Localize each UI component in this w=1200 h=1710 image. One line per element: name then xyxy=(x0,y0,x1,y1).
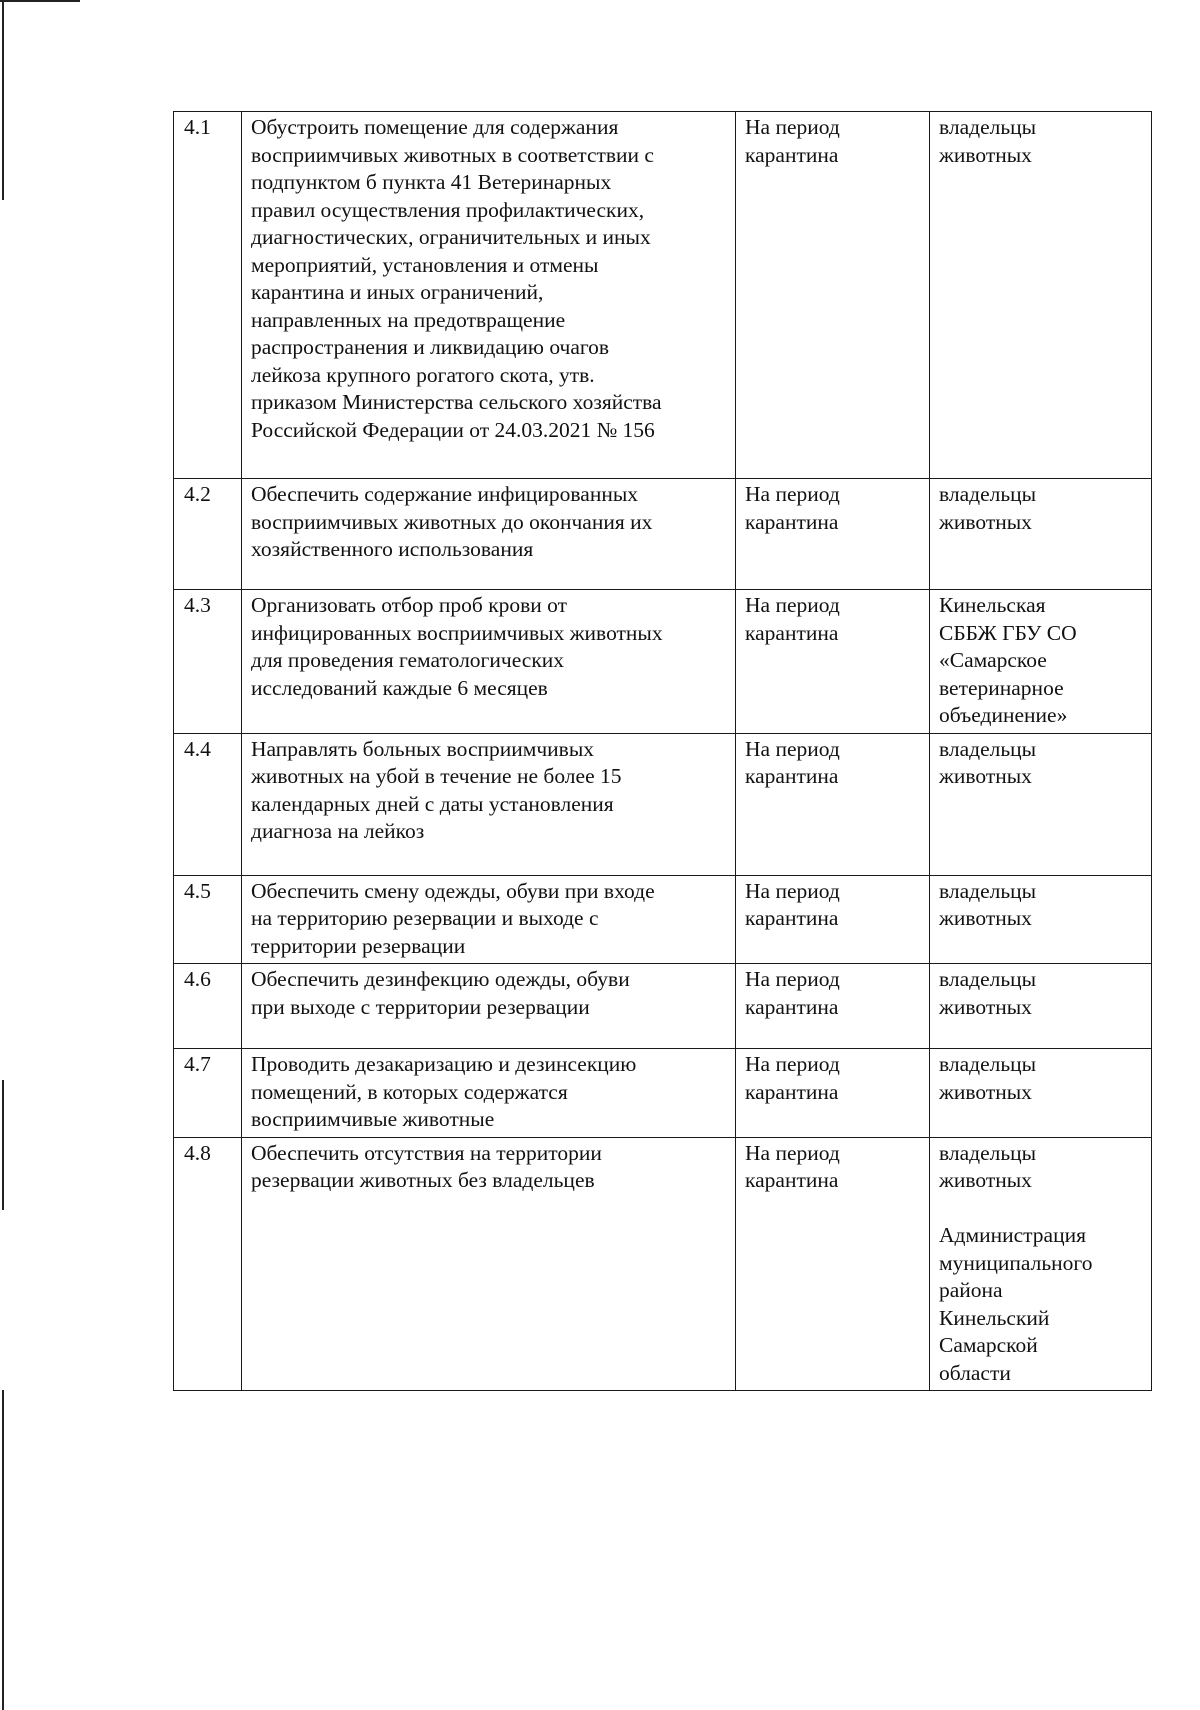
row-number: 4.7 xyxy=(174,1049,242,1138)
row-action: Обустроить помещение для содержания восприимчивых животных в соответствии с подпунктом б пункта 41 Ветеринарных правил осуществления профилактических, диагностических, ограничительных и иных мероприятий, установления и отмены карантина и иных ограничений, направленных на предотвращение распространения и ликвидацию очагов лейкоза крупного рогатого скота, утв. приказом Министерства сельского хозяйства Российской Федерации от 24.03.2021 № 156 xyxy=(242,112,736,479)
row-responsible: владельцы животных xyxy=(930,479,1152,590)
row-responsible: владельцы животных Администрация муниципального района Кинельский Самарской области xyxy=(930,1137,1152,1391)
row-responsible: владельцы животных xyxy=(930,964,1152,1049)
row-responsible-extra: Администрация муниципального района Кинельский Самарской области xyxy=(939,1223,1093,1385)
row-action: Обеспечить отсутствия на территории резервации животных без владельцев xyxy=(242,1137,736,1391)
row-number: 4.1 xyxy=(174,112,242,479)
scan-edge-mark xyxy=(2,1080,4,1210)
scan-edge-mark xyxy=(2,1390,4,1710)
table-row xyxy=(174,479,1152,590)
row-responsible: Кинельская СББЖ ГБУ СО «Самарское ветеринарное объединение» xyxy=(930,590,1152,734)
table-row xyxy=(174,875,1152,964)
row-period: На период карантина xyxy=(736,875,930,964)
row-period: На период карантина xyxy=(736,964,930,1049)
row-number: 4.3 xyxy=(174,590,242,734)
table-row xyxy=(174,733,1152,875)
row-action: Направлять больных восприимчивых животных на убой в течение не более 15 календарных дней с даты установления диагноза на лейкоз xyxy=(242,733,736,875)
row-period: На период карантина xyxy=(736,733,930,875)
row-number: 4.6 xyxy=(174,964,242,1049)
table-row xyxy=(174,964,1152,1049)
scan-edge-mark xyxy=(0,0,80,2)
row-responsible: владельцы животных xyxy=(930,733,1152,875)
table-row xyxy=(174,1049,1152,1138)
measures-table xyxy=(173,111,1152,1391)
row-number: 4.2 xyxy=(174,479,242,590)
row-action: Обеспечить дезинфекцию одежды, обуви при выходе с территории резервации xyxy=(242,964,736,1049)
scan-edge-mark xyxy=(2,0,4,200)
row-responsible: владельцы животных xyxy=(930,112,1152,479)
row-action: Проводить дезакаризацию и дезинсекцию помещений, в которых содержатся восприимчивые животные xyxy=(242,1049,736,1138)
row-number: 4.5 xyxy=(174,875,242,964)
row-period: На период карантина xyxy=(736,479,930,590)
row-number: 4.8 xyxy=(174,1137,242,1391)
row-period: На период карантина xyxy=(736,590,930,734)
row-period: На период карантина xyxy=(736,1049,930,1138)
row-responsible: владельцы животных xyxy=(930,875,1152,964)
row-action: Обеспечить смену одежды, обуви при входе на территорию резервации и выходе с территории резервации xyxy=(242,875,736,964)
row-action: Организовать отбор проб крови от инфицированных восприимчивых животных для проведения гематологических исследований каждые 6 месяцев xyxy=(242,590,736,734)
row-number: 4.4 xyxy=(174,733,242,875)
row-period: На период карантина xyxy=(736,112,930,479)
table-row xyxy=(174,1137,1152,1391)
table-row xyxy=(174,112,1152,479)
table-row xyxy=(174,590,1152,734)
row-period: На период карантина xyxy=(736,1137,930,1391)
row-action: Обеспечить содержание инфицированных восприимчивых животных до окончания их хозяйственного использования xyxy=(242,479,736,590)
row-responsible: владельцы животных xyxy=(930,1049,1152,1138)
